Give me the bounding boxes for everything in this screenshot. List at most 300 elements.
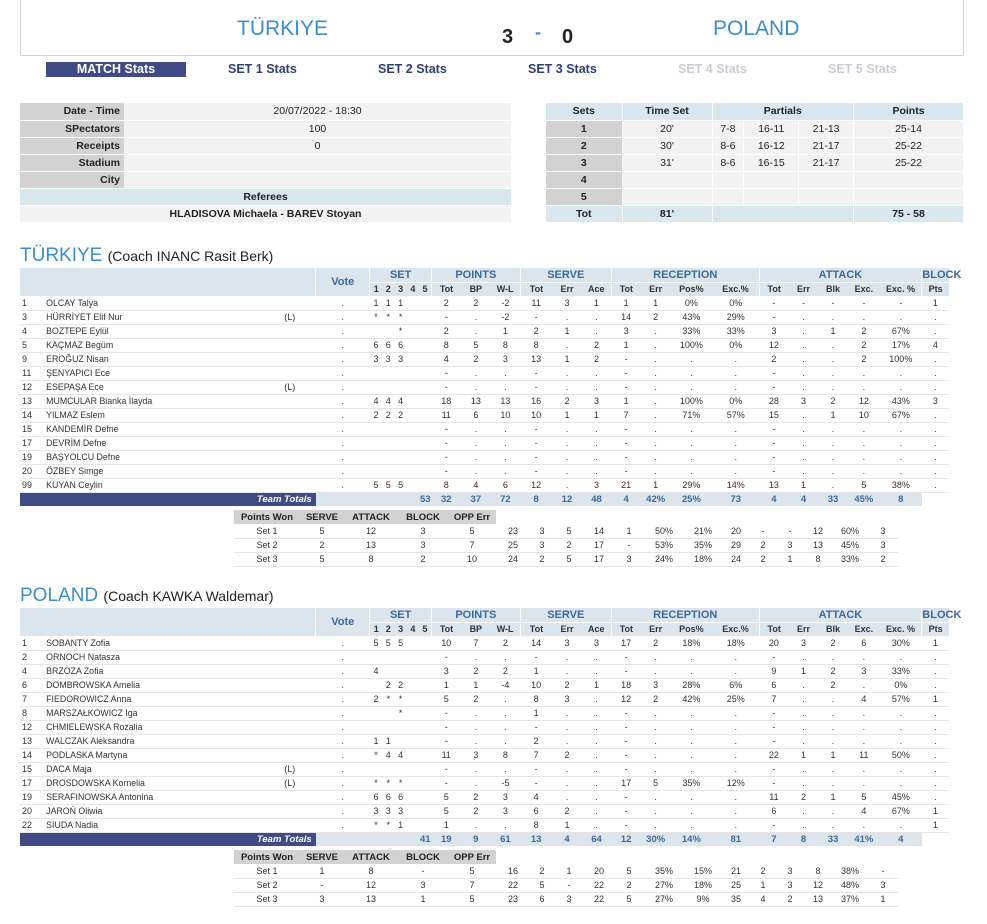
- player-name: BAŞYOLCU Defne: [42, 450, 264, 464]
- set-partial: [799, 188, 854, 205]
- stat-cell: .: [880, 650, 922, 664]
- stat-cell: -: [431, 450, 461, 464]
- stat-cell: .: [552, 650, 582, 664]
- stat-cell: [370, 762, 382, 776]
- sets-table: [546, 103, 964, 223]
- set-time: 30': [622, 137, 712, 154]
- player-number: 20: [20, 804, 42, 818]
- stat-cell: -: [431, 380, 461, 394]
- stat-cell: .: [848, 720, 880, 734]
- stat-cell: 18%: [670, 636, 712, 650]
- column-header: Ace: [582, 622, 612, 636]
- stat-cell: 3: [848, 664, 880, 678]
- stat-cell: [370, 380, 382, 394]
- stat-cell: 4: [382, 394, 394, 408]
- stat-cell: 8: [431, 338, 461, 352]
- stat-cell: 2: [818, 394, 848, 408]
- stat-cell: 0%: [670, 296, 712, 310]
- stat-cell: 11: [848, 748, 880, 762]
- stat-cell: .: [461, 650, 491, 664]
- group-header: BLOCK: [922, 268, 962, 281]
- stat-cell: -: [759, 720, 789, 734]
- tab-set3-stats[interactable]: SET 3 Stats: [528, 62, 597, 76]
- team-total-cell: 37: [461, 492, 491, 506]
- stat-cell: .: [670, 804, 712, 818]
- player-row: [20, 450, 949, 464]
- info-label: Date - Time: [20, 103, 124, 120]
- column-header: Pts: [922, 282, 949, 296]
- team1-player-table: [20, 268, 962, 506]
- stat-cell: [407, 324, 419, 338]
- points-won-cell: 2: [554, 538, 584, 552]
- stat-cell: .: [670, 450, 712, 464]
- stat-cell: 2: [818, 664, 848, 678]
- stat-cell: 13: [461, 394, 491, 408]
- points-won-cell: 13: [344, 538, 398, 552]
- points-won-cell: 2: [530, 552, 554, 566]
- player-name: DOMBROWSKA Amelia: [42, 678, 264, 692]
- stat-cell: [394, 464, 406, 478]
- stat-cell: .: [848, 464, 880, 478]
- column-header: 3: [394, 622, 406, 636]
- stat-cell: 17%: [880, 338, 922, 352]
- set-partial: 21-17: [799, 137, 854, 154]
- stat-cell: 8: [520, 818, 552, 832]
- points-won-cell: 3: [398, 878, 448, 892]
- stat-cell: 3: [552, 692, 582, 706]
- stat-cell: -: [611, 790, 641, 804]
- stat-cell: [419, 422, 431, 436]
- points-won-cell: 18%: [684, 552, 722, 566]
- libero-tag: [264, 790, 316, 804]
- stat-cell: .: [922, 650, 949, 664]
- points-won-header: Points Won: [234, 510, 300, 524]
- stat-cell: .: [880, 464, 922, 478]
- points-won-header: BLOCK: [398, 850, 448, 864]
- group-header: SERVE: [520, 608, 611, 622]
- player-name: ESEPAŞA Ece: [42, 380, 264, 394]
- stat-cell: -: [759, 296, 789, 310]
- player-name: ÖZBEY Simge: [42, 464, 264, 478]
- stat-cell: .: [848, 436, 880, 450]
- stat-cell: 13: [520, 352, 552, 366]
- stat-cell: [407, 664, 419, 678]
- points-won-row: [234, 864, 898, 878]
- stat-cell: -2: [491, 310, 521, 324]
- stat-cell: .: [880, 310, 922, 324]
- stat-cell: *: [394, 776, 406, 790]
- player-row: [20, 776, 949, 790]
- points-won-cell: 2: [750, 552, 776, 566]
- stat-cell: 1: [611, 296, 641, 310]
- tab-set2-stats[interactable]: SET 2 Stats: [378, 62, 447, 76]
- stat-cell: .: [641, 408, 671, 422]
- stat-cell: -: [431, 436, 461, 450]
- stat-cell: -: [431, 422, 461, 436]
- stat-cell: .: [789, 352, 819, 366]
- stat-cell: .: [670, 366, 712, 380]
- team-total-cell: 13: [520, 832, 552, 846]
- stat-cell: [419, 338, 431, 352]
- team-total-cell: 42%: [641, 492, 671, 506]
- stat-cell: .: [848, 422, 880, 436]
- home-team-name: TÜRKIYE: [237, 17, 329, 40]
- stat-cell: 3: [382, 352, 394, 366]
- column-header: 4: [407, 622, 419, 636]
- stat-cell: [394, 380, 406, 394]
- stat-cell: .: [316, 352, 370, 366]
- column-header: 1: [370, 282, 382, 296]
- points-won-cell: 24%: [644, 552, 684, 566]
- column-header: Blk: [818, 622, 848, 636]
- points-won-cell: 25: [496, 538, 530, 552]
- stat-cell: 1: [611, 338, 641, 352]
- stat-cell: 2: [582, 352, 612, 366]
- stat-cell: 1: [552, 352, 582, 366]
- stat-cell: 10: [520, 408, 552, 422]
- home-score: 3: [502, 26, 514, 48]
- points-won-cell: 6: [530, 892, 554, 906]
- stat-cell: -: [759, 706, 789, 720]
- stat-cell: 6: [394, 790, 406, 804]
- stat-cell: .: [922, 464, 949, 478]
- stat-cell: .: [922, 678, 949, 692]
- points-won-row: [234, 892, 898, 906]
- stat-cell: -: [611, 720, 641, 734]
- points-won-cell: 17: [584, 552, 614, 566]
- stat-cell: -: [759, 464, 789, 478]
- points-won-cell: 1: [750, 878, 776, 892]
- stat-cell: .: [316, 450, 370, 464]
- stat-cell: -: [520, 450, 552, 464]
- column-header: Tot: [611, 622, 641, 636]
- column-header: BP: [461, 622, 491, 636]
- stat-cell: .: [789, 692, 819, 706]
- stat-cell: .: [461, 734, 491, 748]
- stat-cell: .: [818, 804, 848, 818]
- points-won-header-blank: [554, 850, 584, 864]
- points-won-cell: 3: [776, 864, 804, 878]
- player-number: 1: [20, 296, 42, 310]
- stat-cell: -: [520, 464, 552, 478]
- stat-cell: 1: [552, 818, 582, 832]
- tab-match-stats[interactable]: MATCH Stats: [46, 62, 186, 77]
- set-partial: 21-17: [799, 154, 854, 171]
- stat-cell: .: [641, 366, 671, 380]
- stat-cell: .: [712, 366, 759, 380]
- stat-cell: -: [759, 450, 789, 464]
- stat-cell: .: [552, 664, 582, 678]
- stat-cell: .: [582, 734, 612, 748]
- column-header: Blk: [818, 282, 848, 296]
- stat-cell: .: [922, 450, 949, 464]
- stat-cell: .: [848, 366, 880, 380]
- stat-cell: [370, 422, 382, 436]
- stat-cell: 6: [370, 338, 382, 352]
- points-won-cell: 3: [530, 538, 554, 552]
- stat-cell: *: [370, 818, 382, 832]
- stat-cell: .: [789, 380, 819, 394]
- libero-tag: (L): [264, 310, 316, 324]
- player-row: [20, 720, 949, 734]
- points-won-cell: 2: [398, 552, 448, 566]
- stat-cell: .: [712, 464, 759, 478]
- stat-cell: .: [316, 338, 370, 352]
- points-won-cell: 20: [722, 524, 750, 538]
- team-total-cell: 12: [611, 832, 641, 846]
- stat-cell: .: [316, 636, 370, 650]
- stat-cell: -: [759, 310, 789, 324]
- stat-cell: .: [316, 394, 370, 408]
- stat-cell: .: [552, 478, 582, 492]
- stat-cell: .: [582, 790, 612, 804]
- stat-cell: 2: [461, 692, 491, 706]
- stat-cell: .: [316, 762, 370, 776]
- libero-tag: [264, 408, 316, 422]
- points-won-cell: 12: [344, 524, 398, 538]
- stat-cell: .: [316, 720, 370, 734]
- player-row: [20, 464, 949, 478]
- team-total-cell: 8: [520, 492, 552, 506]
- stat-cell: .: [818, 720, 848, 734]
- stat-cell: 2: [818, 678, 848, 692]
- team-total-cell: [370, 492, 382, 506]
- stat-cell: .: [582, 464, 612, 478]
- points-won-cell: 35%: [684, 538, 722, 552]
- stat-cell: 2: [370, 692, 382, 706]
- points-won-header-blank: [584, 510, 614, 524]
- stat-cell: [370, 450, 382, 464]
- stat-cell: .: [670, 352, 712, 366]
- stat-cell: [419, 464, 431, 478]
- stat-cell: .: [582, 436, 612, 450]
- stat-cell: .: [818, 762, 848, 776]
- libero-tag: [264, 692, 316, 706]
- stat-cell: -: [759, 776, 789, 790]
- points-won-cell: 5: [448, 524, 496, 538]
- stat-cell: 12: [611, 692, 641, 706]
- points-won-cell: 3: [776, 538, 804, 552]
- column-header: Exc. %: [880, 282, 922, 296]
- info-value: 100: [124, 120, 511, 137]
- stat-cell: 3: [582, 394, 612, 408]
- stat-cell: [370, 678, 382, 692]
- set-partial: [712, 188, 744, 205]
- player-row: [20, 478, 949, 492]
- team-total-cell: [316, 832, 370, 846]
- stat-cell: .: [818, 366, 848, 380]
- team-total-cell: 81: [712, 832, 759, 846]
- stat-cell: 15: [759, 408, 789, 422]
- stat-cell: .: [848, 450, 880, 464]
- team-total-cell: 45%: [848, 492, 880, 506]
- stat-cell: .: [552, 464, 582, 478]
- stat-cell: .: [582, 310, 612, 324]
- stat-cell: .: [818, 650, 848, 664]
- points-won-header-blank: [554, 510, 584, 524]
- points-won-cell: -: [614, 538, 644, 552]
- player-number: 13: [20, 734, 42, 748]
- stat-cell: 2: [461, 352, 491, 366]
- stat-cell: .: [922, 436, 949, 450]
- stat-cell: *: [394, 310, 406, 324]
- stat-cell: 100%: [880, 352, 922, 366]
- stat-cell: -: [431, 706, 461, 720]
- stat-cell: 10: [491, 408, 521, 422]
- player-number: 17: [20, 436, 42, 450]
- player-row: [20, 804, 949, 818]
- stat-cell: 4: [394, 394, 406, 408]
- stat-cell: [382, 366, 394, 380]
- points-won-cell: 5: [554, 552, 584, 566]
- set-number: 5: [546, 188, 622, 205]
- stat-cell: 29%: [712, 310, 759, 324]
- stat-cell: 35%: [670, 776, 712, 790]
- points-won-cell: 22: [584, 878, 614, 892]
- team-total-cell: 8: [789, 832, 819, 846]
- stat-cell: 4: [431, 352, 461, 366]
- points-won-cell: 5: [448, 864, 496, 878]
- stat-cell: .: [818, 450, 848, 464]
- stat-cell: .: [789, 804, 819, 818]
- stat-cell: .: [880, 436, 922, 450]
- team-total-cell: [394, 492, 406, 506]
- player-name: HÜRRİYET Elif Nur: [42, 310, 264, 324]
- stat-cell: [407, 720, 419, 734]
- player-name: BRZOZA Zofia: [42, 664, 264, 678]
- stat-cell: .: [789, 366, 819, 380]
- stat-cell: 5: [431, 692, 461, 706]
- stat-cell: [370, 720, 382, 734]
- points-won-header-blank: [868, 510, 898, 524]
- libero-tag: (L): [264, 776, 316, 790]
- stat-cell: .: [848, 310, 880, 324]
- points-won-cell: 53%: [644, 538, 684, 552]
- player-number: 2: [20, 650, 42, 664]
- stat-cell: 8: [520, 692, 552, 706]
- stat-cell: 8: [491, 338, 521, 352]
- stat-cell: -: [818, 296, 848, 310]
- stat-cell: .: [582, 650, 612, 664]
- stat-cell: 1: [922, 804, 949, 818]
- stat-cell: [419, 706, 431, 720]
- team-total-cell: 72: [491, 492, 521, 506]
- group-header: POINTS: [431, 608, 520, 622]
- stat-cell: 1: [922, 692, 949, 706]
- stat-cell: .: [641, 790, 671, 804]
- stat-cell: 2: [394, 678, 406, 692]
- stat-cell: -: [520, 422, 552, 436]
- stat-cell: .: [461, 324, 491, 338]
- team1-points-won-table: [234, 510, 898, 567]
- team-total-cell: 32: [431, 492, 461, 506]
- stat-cell: .: [712, 422, 759, 436]
- stat-cell: -: [611, 366, 641, 380]
- stat-cell: -: [611, 734, 641, 748]
- stat-cell: 2: [552, 748, 582, 762]
- stat-cell: -: [759, 422, 789, 436]
- stat-cell: 16: [520, 394, 552, 408]
- info-value: [124, 171, 511, 188]
- info-value: [124, 154, 511, 171]
- team-total-cell: [407, 832, 419, 846]
- stat-cell: *: [382, 692, 394, 706]
- stat-cell: -: [431, 734, 461, 748]
- referees-value: HLADISOVA Michaela - BAREV Stoyan: [20, 205, 511, 222]
- libero-tag: [264, 436, 316, 450]
- points-won-cell: 5: [300, 524, 344, 538]
- stat-cell: 1: [922, 818, 949, 832]
- stat-cell: .: [461, 436, 491, 450]
- libero-tag: (L): [264, 762, 316, 776]
- header-blank: [20, 268, 316, 296]
- team-total-cell: 33: [818, 492, 848, 506]
- stat-cell: .: [712, 436, 759, 450]
- player-row: [20, 650, 949, 664]
- stat-cell: 3: [491, 790, 521, 804]
- stat-cell: .: [582, 366, 612, 380]
- libero-tag: [264, 734, 316, 748]
- stat-cell: .: [641, 436, 671, 450]
- stat-cell: 8: [431, 478, 461, 492]
- tab-set1-stats[interactable]: SET 1 Stats: [228, 62, 297, 76]
- points-won-cell: 3: [398, 524, 448, 538]
- points-won-header: OPP Err: [448, 850, 496, 864]
- stat-cell: 5: [848, 478, 880, 492]
- stat-cell: .: [461, 720, 491, 734]
- stat-cell: .: [922, 706, 949, 720]
- column-header: Err: [552, 282, 582, 296]
- stat-cell: 2: [818, 636, 848, 650]
- stat-cell: [419, 678, 431, 692]
- points-won-cell: 21%: [684, 524, 722, 538]
- team-total-cell: [382, 492, 394, 506]
- player-number: 1: [20, 636, 42, 650]
- points-won-cell: 2: [776, 892, 804, 906]
- player-row: [20, 324, 949, 338]
- stat-cell: 11: [431, 748, 461, 762]
- stat-cell: -: [431, 310, 461, 324]
- team-total-cell: 53: [420, 493, 431, 505]
- player-number: 15: [20, 422, 42, 436]
- stat-cell: .: [641, 394, 671, 408]
- points-won-cell: 1: [398, 892, 448, 906]
- stat-cell: .: [670, 422, 712, 436]
- player-row: [20, 296, 949, 310]
- stat-cell: 3: [370, 352, 382, 366]
- stat-cell: 1: [818, 324, 848, 338]
- stat-cell: [382, 650, 394, 664]
- stat-cell: [394, 366, 406, 380]
- stat-cell: [370, 436, 382, 450]
- set-partial: 21-13: [799, 120, 854, 137]
- stat-cell: .: [789, 776, 819, 790]
- stat-cell: .: [582, 706, 612, 720]
- stat-cell: [407, 692, 419, 706]
- stat-cell: .: [316, 692, 370, 706]
- column-header: Err: [641, 622, 671, 636]
- stat-cell: .: [922, 366, 949, 380]
- player-row: [20, 408, 949, 422]
- team-total-cell: [394, 832, 406, 846]
- stat-cell: -: [611, 762, 641, 776]
- stat-cell: [419, 692, 431, 706]
- player-row: [20, 678, 949, 692]
- stat-cell: .: [316, 818, 370, 832]
- player-number: 17: [20, 776, 42, 790]
- stat-cell: 1: [520, 706, 552, 720]
- header-blank: [20, 608, 316, 636]
